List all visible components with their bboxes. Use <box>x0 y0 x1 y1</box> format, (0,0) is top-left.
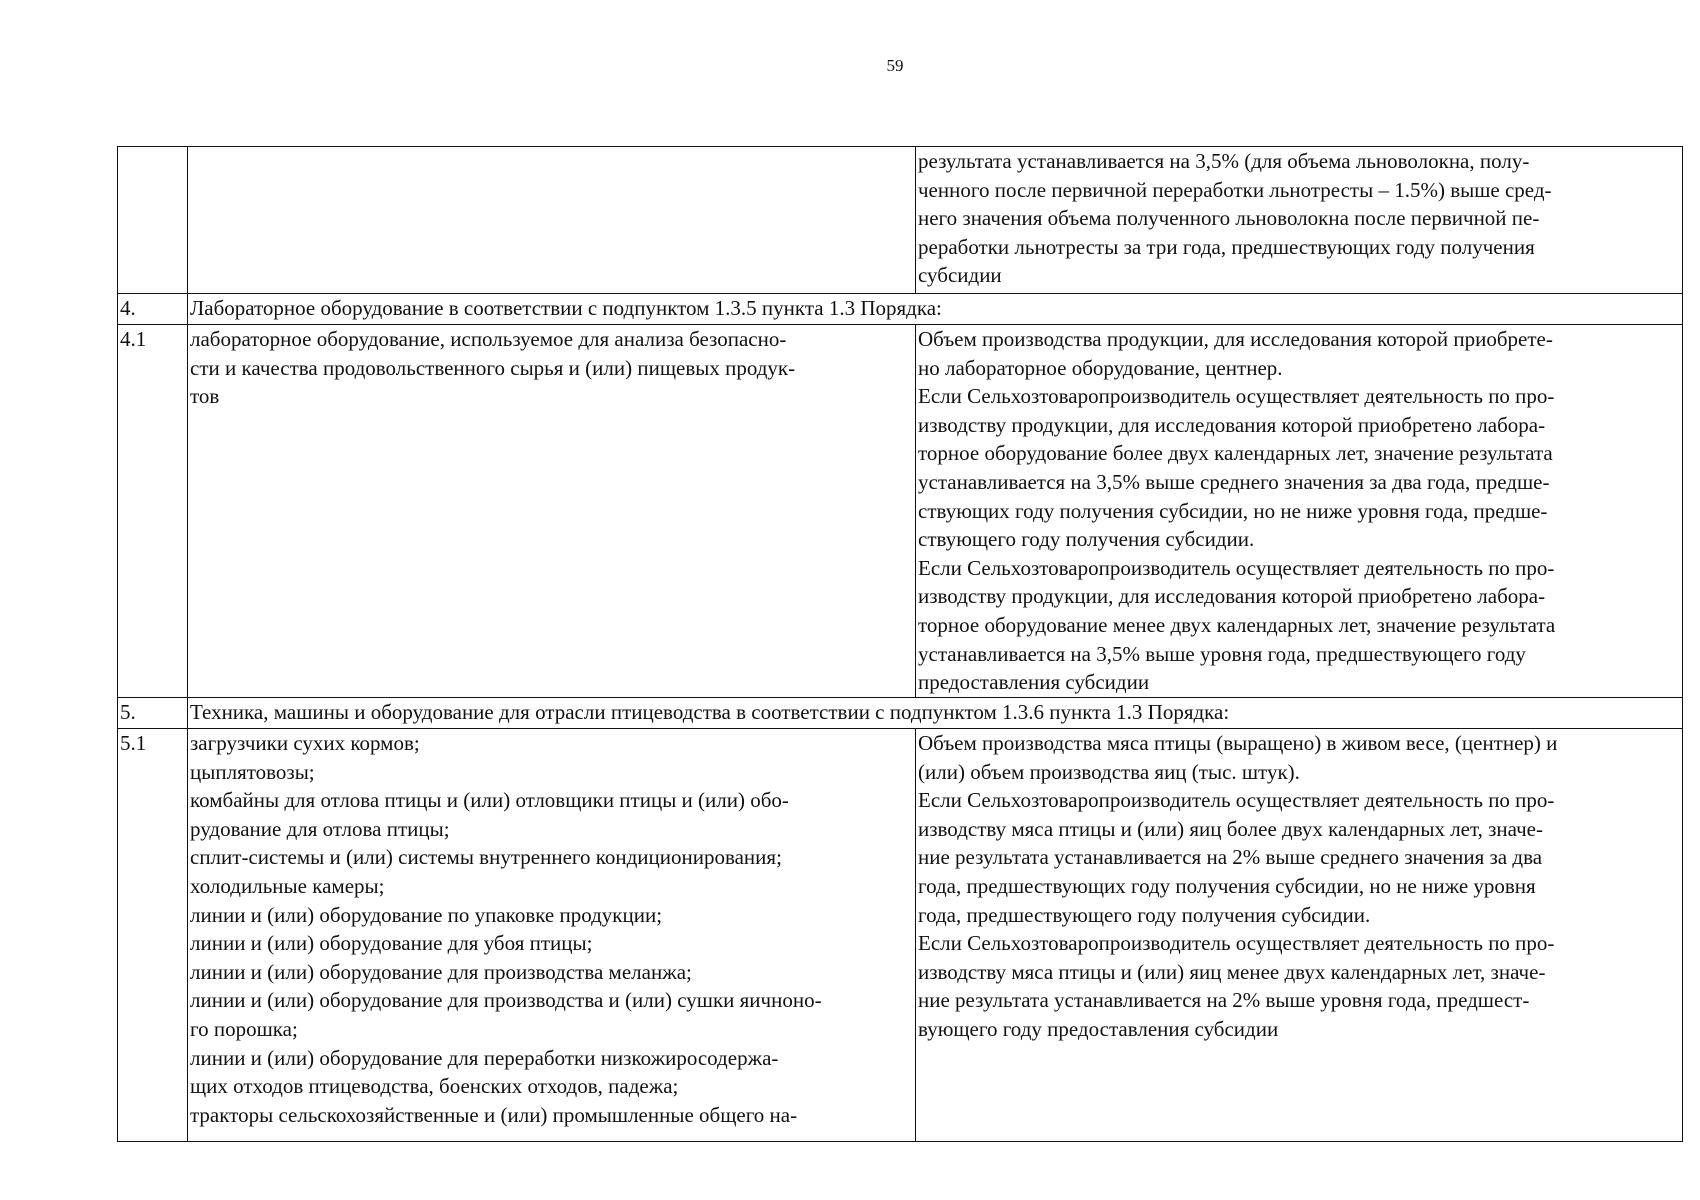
result-line: изводству продукции, для исследования которой приобретено лабора- <box>918 412 1546 437</box>
result-line: изводству мяса птицы и (или) яиц более двух календарных лет, значе- <box>918 816 1543 841</box>
equipment-cell <box>188 729 916 1142</box>
result-line: ствующих году получения субсидии, но не ниже уровня года, предше- <box>918 498 1548 523</box>
equipment-line: щих отходов птицеводства, боенских отходов, падежа; <box>190 1074 679 1099</box>
row-number-cell <box>118 147 188 294</box>
section-number: 5. <box>118 698 188 729</box>
result-line: Если Сельхозтоваропроизводитель осуществляет деятельность по про- <box>918 555 1555 580</box>
equipment-line: тов <box>190 384 220 409</box>
result-line: года, предшествующих году получения субсидии, но не ниже уровня <box>918 873 1536 898</box>
result-line: ченного после первичной переработки льнотресты – 1.5%) выше сред- <box>918 177 1552 202</box>
result-line: ние результата устанавливается на 2% выше среднего значения за два <box>918 845 1543 870</box>
equipment-cell <box>188 147 916 294</box>
result-line: ние результата устанавливается на 2% выше уровня года, предшест- <box>918 988 1530 1013</box>
section-row-4 <box>118 294 1683 325</box>
result-line: Если Сельхозтоваропроизводитель осуществляет деятельность по про- <box>918 788 1555 813</box>
result-line: Объем производства продукции, для исследования которой приобрете- <box>918 327 1553 351</box>
result-line: изводству мяса птицы и (или) яиц менее двух календарных лет, значе- <box>918 959 1546 984</box>
equipment-line: цыплятовозы; <box>190 759 315 784</box>
equipment-line: линии и (или) оборудование по упаковке продукции; <box>190 902 663 927</box>
equipment-line: сплит-системы и (или) системы внутреннего кондиционирования; <box>190 845 782 870</box>
result-line: Если Сельхозтоваропроизводитель осуществляет деятельность по про- <box>918 384 1555 409</box>
equipment-line: рудование для отлова птицы; <box>190 816 450 841</box>
result-line: устанавливается на 3,5% выше уровня года, предшествующего году <box>918 641 1526 666</box>
document-table <box>117 146 1683 1142</box>
result-line: изводству продукции, для исследования которой приобретено лабора- <box>918 584 1546 609</box>
row-number-cell: 4.1 <box>118 325 188 698</box>
result-line: Объем производства мяса птицы (выращено) в живом весе, (центнер) и <box>918 731 1558 755</box>
result-cell <box>916 729 1683 1142</box>
equipment-line: лабораторное оборудование, используемое для анализа безопасно- <box>190 327 787 351</box>
equipment-line: сти и качества продовольственного сырья и (или) пищевых продук- <box>190 355 796 380</box>
equipment-line: линии и (или) оборудование для убоя птицы; <box>190 931 593 956</box>
table-row-5-1 <box>118 729 1683 1142</box>
result-line: результата устанавливается на 3,5% (для объема льноволокна, полу- <box>918 149 1530 173</box>
result-cell <box>916 147 1683 294</box>
page-number: 59 <box>886 56 904 75</box>
result-line: субсидии <box>918 263 1002 288</box>
result-line: (или) объем производства яиц (тыс. штук). <box>918 759 1300 784</box>
section-title: Техника, машины и оборудование для отрасли птицеводства в соответствии с подпунктом 1.3.6 пункта 1.3 Порядка: <box>188 698 1683 729</box>
equipment-line: холодильные камеры; <box>190 873 385 898</box>
section-number: 4. <box>118 294 188 325</box>
equipment-line: линии и (или) оборудование для производства и (или) сушки яичноно- <box>190 988 822 1013</box>
result-line: торное оборудование более двух календарных лет, значение результата <box>918 441 1553 466</box>
result-line: ствующего году получения субсидии. <box>918 527 1255 552</box>
result-line: него значения объема полученного льноволокна после первичной пе- <box>918 206 1540 231</box>
equipment-cell <box>188 325 916 698</box>
equipment-line: тракторы сельскохозяйственные и (или) промышленные общего на- <box>190 1102 798 1127</box>
result-line: вующего году предоставления субсидии <box>918 1016 1279 1041</box>
result-line: устанавливается на 3,5% выше среднего значения за два года, предше- <box>918 469 1550 494</box>
result-line: реработки льнотресты за три года, предшествующих году получения <box>918 234 1535 259</box>
result-cell <box>916 325 1683 698</box>
table-row-continuation <box>118 147 1683 294</box>
equipment-line: го порошка; <box>190 1016 298 1041</box>
equipment-line: линии и (или) оборудование для производства меланжа; <box>190 959 692 984</box>
section-title: Лабораторное оборудование в соответствии с подпунктом 1.3.5 пункта 1.3 Порядка: <box>188 294 1683 325</box>
equipment-line: загрузчики сухих кормов; <box>190 731 420 755</box>
row-number-cell: 5.1 <box>118 729 188 1142</box>
result-line: но лабораторное оборудование, центнер. <box>918 355 1283 380</box>
section-row-5 <box>118 698 1683 729</box>
result-line: года, предшествующего году получения субсидии. <box>918 902 1371 927</box>
equipment-line: комбайны для отлова птицы и (или) отловщики птицы и (или) обо- <box>190 788 789 813</box>
table-row-4-1 <box>118 325 1683 698</box>
result-line: Если Сельхозтоваропроизводитель осуществляет деятельность по про- <box>918 931 1555 956</box>
result-line: предоставления субсидии <box>918 670 1150 695</box>
result-line: торное оборудование менее двух календарных лет, значение результата <box>918 612 1556 637</box>
equipment-line: линии и (или) оборудование для переработки низкожиросодержа- <box>190 1045 779 1070</box>
